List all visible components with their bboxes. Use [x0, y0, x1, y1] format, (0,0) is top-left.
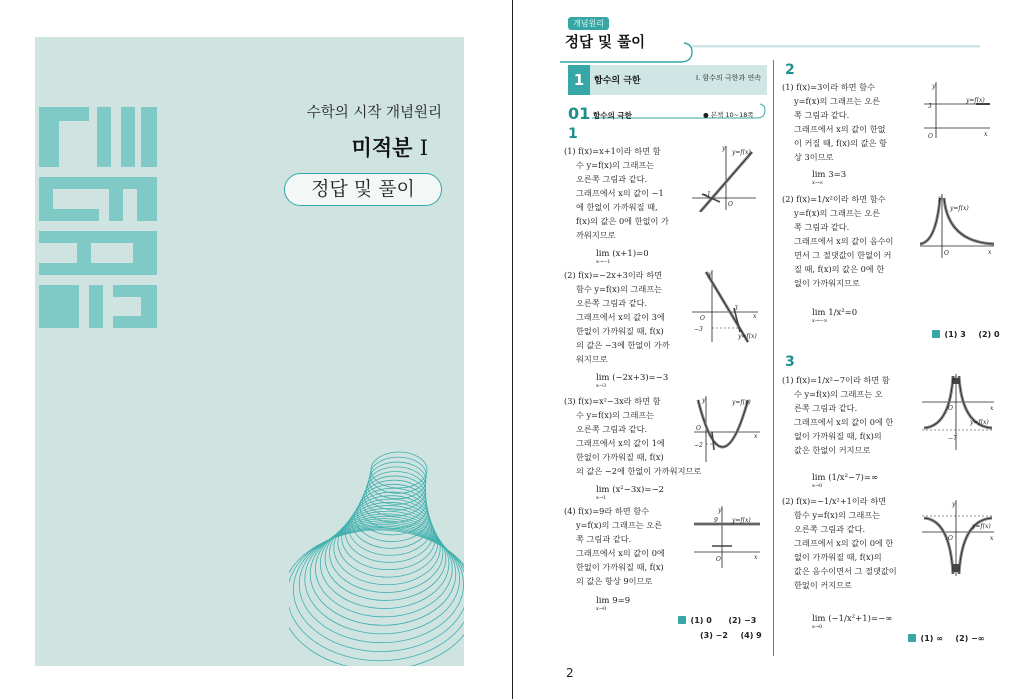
page-divider — [512, 0, 513, 699]
graph-3-1 — [920, 372, 996, 452]
text-line: 오른쪽 그림과 같다. — [576, 298, 648, 308]
graph-label: y=f(x) — [950, 205, 969, 212]
section-number: 01 — [568, 104, 591, 123]
text-line: 없이 가까워질 때, f(x)의 — [794, 431, 882, 441]
text-line: 수 y=f(x)의 그래프는 오 — [794, 389, 883, 399]
answer-value: (2) −3 — [728, 616, 757, 625]
answer-icon — [678, 616, 686, 624]
book-title-roman: I — [419, 136, 428, 160]
limit-expression — [596, 485, 665, 501]
limit-subscript: x→∞ — [812, 180, 824, 186]
limit-text: lim (x²−3x)=−2 — [596, 485, 665, 495]
text-line: y=f(x)의 그래프는 오른 — [576, 520, 663, 530]
text-line: f(x)의 값은 0에 한없이 가 — [576, 216, 669, 226]
graph-label: x — [753, 313, 757, 320]
text-line: 쪽 그림과 같다. — [576, 534, 632, 544]
limit-expression — [812, 170, 847, 186]
answer-icon — [908, 634, 916, 642]
text-line: 한없이 가까워질 때, f(x) — [576, 326, 664, 336]
text-line: y=f(x)의 그래프는 오른 — [794, 208, 881, 218]
limit-text: lim (−1/x²+1)=−∞ — [812, 614, 893, 624]
text-line: 그래프에서 x의 값이 3에 — [576, 312, 665, 322]
book-title-text: 미적분 — [351, 136, 413, 160]
graph-label: −1 — [702, 191, 711, 198]
text-line: 면서 그 절댓값이 한없이 커 — [794, 250, 892, 260]
text-line: 오른쪽 그림과 같다. — [794, 524, 866, 534]
problem-2-part-1-text — [782, 80, 887, 164]
text-line: (1) f(x)=x+1이라 하면 함 — [564, 146, 661, 156]
answer-value: (4) 9 — [740, 631, 762, 640]
text-line: 오른쪽 그림과 같다. — [576, 424, 648, 434]
answer-value: (2) 0 — [978, 330, 1000, 339]
text-line: 그래프에서 x의 값이 0에 한 — [794, 538, 894, 548]
graph-label: y — [722, 145, 726, 152]
graph-1-3 — [692, 394, 762, 464]
text-line: 쪽 그림과 같다. — [794, 222, 850, 232]
limit-expression — [596, 373, 669, 389]
answer-page — [520, 0, 1024, 699]
text-line: 없이 가까워지므로 — [794, 278, 860, 288]
text-line: 의 값은 −2에 한없이 가까워지므로 — [576, 466, 702, 476]
problem-1-answer-row-1 — [678, 616, 756, 625]
graph-label: 3 — [928, 103, 932, 110]
answer-value: (2) −∞ — [955, 634, 985, 643]
svg-text:개념원리: 개념원리 — [37, 105, 41, 106]
limit-text: lim 9=9 — [596, 596, 631, 606]
limit-expression — [812, 473, 879, 489]
header-tag: 개념원리 — [568, 17, 609, 30]
graph-label: y — [952, 375, 956, 382]
text-line: 그래프에서 x의 값이 음수이 — [794, 236, 894, 246]
graph-label: y=f(x) — [732, 399, 751, 406]
problem-3-part-2-text — [782, 494, 897, 592]
text-line: (2) f(x)=−2x+3이라 하면 — [564, 270, 663, 280]
answer-value: (1) 3 — [944, 330, 966, 339]
spiral-artwork-icon — [289, 410, 464, 666]
section-name: 함수의 극한 — [593, 111, 632, 120]
limit-expression — [596, 596, 631, 612]
graph-label: y — [718, 507, 722, 514]
text-line: 상 3이므로 — [794, 152, 834, 162]
graph-label: O — [696, 425, 701, 432]
graph-label: −3 — [694, 326, 703, 333]
graph-label: 9 — [714, 517, 718, 524]
graph-label: y — [702, 397, 706, 404]
text-line: 한없이 가까워질 때, f(x) — [576, 452, 664, 462]
graph-label: O — [700, 315, 705, 322]
problem-2-part-2-text — [782, 192, 893, 290]
problem-1-part-4-text — [564, 504, 665, 588]
chapter-number: 1 — [568, 65, 590, 95]
problem-3-answer-row — [908, 634, 984, 643]
limit-subscript: x→0 — [812, 483, 823, 489]
graph-label: 3 — [734, 305, 738, 312]
graph-label: y=f(x) — [732, 517, 751, 524]
limit-text: lim 1/x²=0 — [812, 308, 858, 318]
limit-subscript: x→3 — [596, 383, 607, 389]
limit-expression — [812, 308, 858, 324]
spiral-ring — [342, 506, 436, 570]
graph-label: y — [932, 83, 936, 90]
text-line: 그래프에서 x의 값이 1에 — [576, 438, 665, 448]
graph-label: y=f(x) — [738, 333, 757, 340]
book-title — [352, 132, 428, 162]
graph-label: x — [754, 433, 758, 440]
text-line: 함수 y=f(x)의 그래프는 — [794, 510, 881, 520]
graph-1-2 — [690, 268, 760, 344]
answer-icon — [932, 330, 940, 338]
text-line: (4) f(x)=9라 하면 함수 — [564, 506, 650, 516]
graph-label: O — [928, 133, 933, 140]
text-line: 한없이 커지므로 — [794, 580, 852, 590]
graph-label: O — [948, 535, 953, 542]
text-line: 수 y=f(x)의 그래프는 — [576, 160, 655, 170]
page-number: 2 — [566, 666, 574, 680]
graph-label: O — [948, 405, 953, 412]
graph-label: x — [754, 554, 758, 561]
text-line: (3) f(x)=x²−3x라 하면 함 — [564, 396, 661, 406]
chapter-name: 함수의 극한 — [594, 76, 641, 86]
text-line: 함수 y=f(x)의 그래프는 — [576, 284, 663, 294]
text-line: 이 커질 때, f(x)의 값은 항 — [794, 138, 887, 148]
brand-logo-icon — [37, 105, 159, 330]
graph-label: O — [728, 201, 733, 208]
graph-label: −2 — [694, 442, 703, 449]
text-line: 의 값은 항상 9이므로 — [576, 576, 653, 586]
text-line: 값은 음수이면서 그 절댓값이 — [794, 566, 897, 576]
graph-label: y — [708, 271, 712, 278]
header-title: 정답 및 풀이 — [565, 35, 646, 51]
graph-label: y — [938, 195, 942, 202]
limit-subscript: x→−∞ — [812, 318, 828, 324]
answer-value: (3) −2 — [700, 631, 728, 640]
text-line: (1) f(x)=1/x²−7이라 하면 함 — [782, 375, 890, 385]
text-line: (2) f(x)=1/x²이라 하면 함수 — [782, 194, 886, 204]
text-line: 오른쪽 그림과 같다. — [576, 174, 648, 184]
graph-label: −7 — [948, 435, 957, 442]
section-reference: ● 본책 10~18쪽 — [703, 111, 754, 119]
text-line: y=f(x)의 그래프는 오른 — [794, 96, 881, 106]
text-line: 의 값은 −3에 한없이 가까 — [576, 340, 670, 350]
limit-expression — [812, 614, 893, 630]
limit-subscript: x→0 — [812, 624, 823, 630]
answer-value: (1) ∞ — [920, 634, 943, 643]
text-line: 수 y=f(x)의 그래프는 — [576, 410, 655, 420]
graph-1-1 — [690, 142, 758, 212]
problem-1-part-3-text — [564, 394, 701, 478]
chapter-bar — [568, 65, 767, 95]
graph-label: y=f(x) — [970, 419, 989, 426]
graph-label: x — [988, 249, 992, 256]
limit-subscript: x→0 — [596, 606, 607, 612]
text-line: 른쪽 그림과 같다. — [794, 403, 858, 413]
problem-2-number: 2 — [785, 62, 795, 78]
limit-text: lim 3=3 — [812, 170, 847, 180]
chapter-subtitle: Ⅰ. 함수의 극한과 연속 — [695, 74, 761, 82]
text-line: 그래프에서 x의 값이 0에 — [576, 548, 665, 558]
limit-expression — [596, 249, 649, 265]
problem-3-number: 3 — [785, 354, 795, 370]
text-line: 없이 가까워질 때, f(x)의 — [794, 552, 882, 562]
graph-3-2 — [920, 498, 996, 578]
text-line: 한없이 가까워질 때, f(x) — [576, 562, 664, 572]
text-line: 까워지므로 — [576, 230, 616, 240]
graph-label: x — [990, 535, 994, 542]
text-line: 워지므로 — [576, 354, 608, 364]
problem-1-answer-row-2 — [700, 631, 762, 640]
graph-1-4 — [692, 504, 762, 570]
answer-value: (1) 0 — [690, 616, 712, 625]
text-line: (1) f(x)=3이라 하면 함수 — [782, 82, 875, 92]
graph-label: x — [984, 131, 988, 138]
graph-label: y=f(x) — [972, 523, 991, 530]
text-line: 그래프에서 x의 값이 −1 — [576, 188, 664, 198]
problem-3-part-1-text — [782, 373, 893, 457]
limit-subscript: x→−1 — [596, 259, 611, 265]
text-line: 에 한없이 가까워질 때, — [576, 202, 658, 212]
problem-1-number: 1 — [568, 126, 578, 142]
graph-label: O — [944, 250, 949, 257]
answer-key-pill: 정답 및 풀이 — [284, 173, 442, 206]
text-line: 값은 한없이 커지므로 — [794, 445, 871, 455]
graph-label: y — [952, 501, 956, 508]
column-separator — [773, 60, 774, 656]
limit-text: lim (1/x²−7)=∞ — [812, 473, 879, 483]
limit-subscript: x→1 — [596, 495, 607, 501]
graph-2-2 — [918, 192, 996, 260]
graph-label: x — [990, 405, 994, 412]
text-line: (2) f(x)=−1/x²+1이라 하면 — [782, 496, 887, 506]
graph-label: y=f(x) — [966, 97, 985, 104]
text-line: 그래프에서 x의 값이 한없 — [794, 124, 886, 134]
cover-page — [35, 37, 464, 666]
text-line: 그래프에서 x의 값이 0에 한 — [794, 417, 894, 427]
spiral-ring — [293, 528, 464, 652]
problem-1-part-2-text — [564, 268, 670, 366]
limit-text: lim (x+1)=0 — [596, 249, 649, 259]
text-line: 질 때, f(x)의 값은 0에 한 — [794, 264, 885, 274]
limit-text: lim (−2x+3)=−3 — [596, 373, 669, 383]
graph-label: y=f(x) — [732, 149, 751, 156]
problem-1-part-1-text — [564, 144, 669, 242]
graph-label: O — [716, 556, 721, 563]
text-line: 쪽 그림과 같다. — [794, 110, 850, 120]
graph-2-1 — [922, 80, 992, 140]
problem-2-answer-row — [932, 330, 1000, 339]
series-name: 수학의 시작 개념원리 — [306, 105, 442, 121]
